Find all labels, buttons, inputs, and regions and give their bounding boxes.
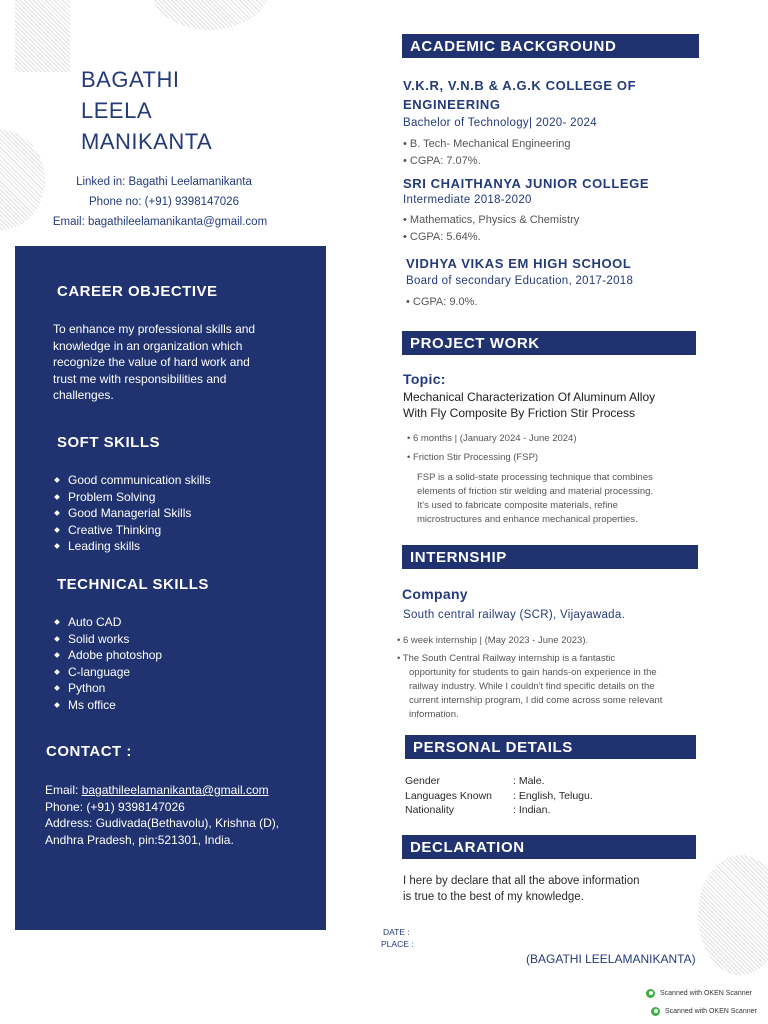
contact-phone: Phone: (+91) 9398147026: [45, 799, 185, 814]
list-item: [55, 538, 211, 555]
bullet-icon: [54, 669, 60, 675]
objective-line: trust me with responsibilities and: [53, 371, 227, 386]
soft-skills-list: [55, 472, 211, 555]
junior-college-sub: Intermediate 2018-2020: [403, 194, 532, 206]
contact-email-row: [45, 782, 320, 799]
decorative-hatch-top: [15, 0, 70, 72]
personal-value: : English, Telugu.: [513, 790, 593, 802]
list-item: [55, 664, 162, 681]
list-item: [55, 631, 162, 648]
bullet-icon: [54, 543, 60, 549]
contact-email-link[interactable]: bagathileelamanikanta@gmail.com: [81, 783, 269, 797]
bullet-icon: [54, 636, 60, 642]
objective-line: knowledge in an organization which: [53, 338, 243, 353]
personal-value: : Male.: [513, 775, 545, 787]
bullet-icon: [54, 702, 60, 708]
internship-description-line: information.: [409, 709, 459, 720]
name-line: BAGATHI: [81, 67, 180, 92]
list-item: [55, 472, 211, 489]
bullet-icon: [54, 510, 60, 516]
personal-details-heading: PERSONAL DETAILS: [405, 735, 696, 759]
decorative-hatch-right: [698, 855, 768, 975]
list-item: [55, 680, 162, 697]
objective-line: recognize the value of hard work and: [53, 355, 250, 369]
internship-description-line: railway industry. While I couldn't find specific details on the: [409, 681, 655, 692]
project-description-line: It's used to fabricate composite materials, refine: [417, 500, 618, 511]
soft-skill-label: Leading skills: [68, 539, 141, 553]
linkedin-text: Linked in: Bagathi Leelamanikanta: [76, 176, 252, 188]
internship-description: [397, 652, 662, 722]
project-heading: PROJECT WORK: [402, 331, 696, 355]
internship-duration: • 6 week internship | (May 2023 - June 2023).: [397, 635, 589, 646]
place-label: PLACE :: [381, 939, 414, 949]
soft-skill-label: Creative Thinking: [68, 522, 162, 537]
college-name-line: ENGINEERING: [403, 97, 501, 112]
project-description: [417, 471, 653, 527]
name-line: LEELA: [81, 98, 152, 123]
scanner-stamp: [651, 1007, 757, 1016]
degree-bullet: • CGPA: 7.07%.: [403, 155, 481, 167]
personal-row: [405, 804, 550, 816]
list-item: [55, 614, 162, 631]
objective-line: challenges.: [53, 388, 114, 402]
internship-description-line: opportunity for students to gain hands-on experience in the: [409, 667, 657, 678]
personal-row: [405, 775, 545, 787]
school-sub: Board of secondary Education, 2017-2018: [406, 275, 634, 287]
contact-address-line: Andhra Pradesh, pin:521301, India.: [45, 832, 234, 847]
scanner-text: Scanned with OKEN Scanner: [665, 1008, 757, 1015]
contact-address-line: Address: Gudivada(Bethavolu), Krishna (D),: [45, 816, 280, 830]
header-contact: [30, 172, 298, 232]
tech-skill-label: Adobe photoshop: [68, 648, 163, 662]
project-description-line: microstructures and enhance mechanical properties.: [417, 514, 638, 525]
scanner-text: Scanned with OKEN Scanner: [660, 990, 752, 997]
list-item: [55, 697, 162, 714]
company-label: Company: [402, 586, 468, 602]
name-line: MANIKANTA: [81, 129, 213, 154]
contact-email-label: Email:: [45, 783, 82, 797]
left-panel: [15, 246, 326, 930]
bullet-icon: [54, 477, 60, 483]
soft-skill-label: Problem Solving: [68, 489, 156, 504]
bullet-icon: [54, 527, 60, 533]
tech-skill-label: Solid works: [68, 631, 130, 646]
internship-heading: INTERNSHIP: [402, 545, 698, 569]
project-description-line: elements of friction stir welding and material processing.: [417, 486, 654, 497]
declaration-line: I here by declare that all the above information: [403, 875, 640, 887]
phone-text: Phone no: (+91) 9398147026: [89, 196, 239, 208]
degree-text: Bachelor of Technology| 2020- 2024: [403, 117, 597, 129]
bullet-icon: [54, 494, 60, 500]
signature: (BAGATHI LEELAMANIKANTA): [526, 952, 696, 966]
soft-skill-label: Good Managerial Skills: [68, 506, 192, 520]
bullet-icon: [54, 652, 60, 658]
declaration-heading: DECLARATION: [402, 835, 696, 859]
college-name-line: V.K.R, V.N.B & A.G.K COLLEGE OF: [403, 78, 637, 93]
scanner-stamp: [646, 989, 752, 998]
school-bullet: • CGPA: 9.0%.: [406, 296, 478, 308]
tech-skill-label: Python: [68, 681, 106, 695]
contact-heading: CONTACT :: [46, 743, 132, 760]
project-duration: • 6 months | (January 2024 - June 2024): [407, 433, 577, 444]
project-title-line: With Fly Composite By Friction Stir Process: [403, 406, 636, 420]
personal-label: Gender: [405, 775, 441, 787]
technical-skills-list: [55, 614, 162, 713]
junior-bullet: • Mathematics, Physics & Chemistry: [403, 214, 580, 226]
declaration-text: [403, 873, 640, 905]
candidate-name: [81, 64, 212, 157]
topic-label: Topic:: [403, 371, 446, 387]
declaration-line: is true to the best of my knowledge.: [403, 891, 584, 903]
list-item: [55, 647, 162, 664]
career-objective-heading: CAREER OBJECTIVE: [57, 283, 218, 300]
personal-label: Nationality: [405, 804, 455, 816]
degree-bullet: • B. Tech- Mechanical Engineering: [403, 138, 571, 150]
list-item: [55, 489, 211, 506]
bullet-icon: [54, 685, 60, 691]
email-text: Email: bagathileelamanikanta@gmail.com: [52, 216, 268, 228]
junior-college-name: SRI CHAITHANYA JUNIOR COLLEGE: [403, 176, 650, 191]
tech-skill-label: C-language: [68, 664, 131, 679]
school-name: VIDHYA VIKAS EM HIGH SCHOOL: [406, 256, 632, 271]
tech-skill-label: Ms office: [68, 697, 116, 712]
scanner-logo-icon: [646, 989, 655, 998]
company-name: South central railway (SCR), Vijayawada.: [403, 609, 626, 621]
personal-value: : Indian.: [513, 804, 551, 816]
personal-label: Languages Known: [405, 790, 492, 802]
junior-bullet: • CGPA: 5.64%.: [403, 231, 481, 243]
list-item: [55, 522, 211, 539]
bullet-icon: [54, 619, 60, 625]
personal-row: [405, 790, 593, 802]
internship-description-line: current internship program, I did come across some relevant: [409, 695, 663, 706]
project-title: [403, 389, 655, 421]
date-place: [383, 926, 414, 950]
decorative-hatch-circle-top: [150, 0, 270, 30]
date-label: DATE :: [383, 927, 410, 937]
project-description-line: FSP is a solid-state processing technique that combines: [417, 472, 653, 483]
objective-line: To enhance my professional skills and: [53, 322, 256, 336]
contact-details: [45, 782, 320, 848]
project-method: • Friction Stir Processing (FSP): [407, 452, 539, 463]
tech-skill-label: Auto CAD: [68, 615, 122, 629]
soft-skill-label: Good communication skills: [68, 473, 211, 487]
project-title-line: Mechanical Characterization Of Aluminum Alloy: [403, 390, 656, 404]
scanner-logo-icon: [651, 1007, 660, 1016]
list-item: [55, 505, 211, 522]
academic-heading: ACADEMIC BACKGROUND: [402, 34, 699, 58]
technical-skills-heading: TECHNICAL SKILLS: [57, 576, 209, 593]
soft-skills-heading: SOFT SKILLS: [57, 434, 160, 451]
career-objective-text: [53, 321, 313, 404]
internship-description-line: • The South Central Railway internship is a fantastic: [397, 653, 616, 664]
